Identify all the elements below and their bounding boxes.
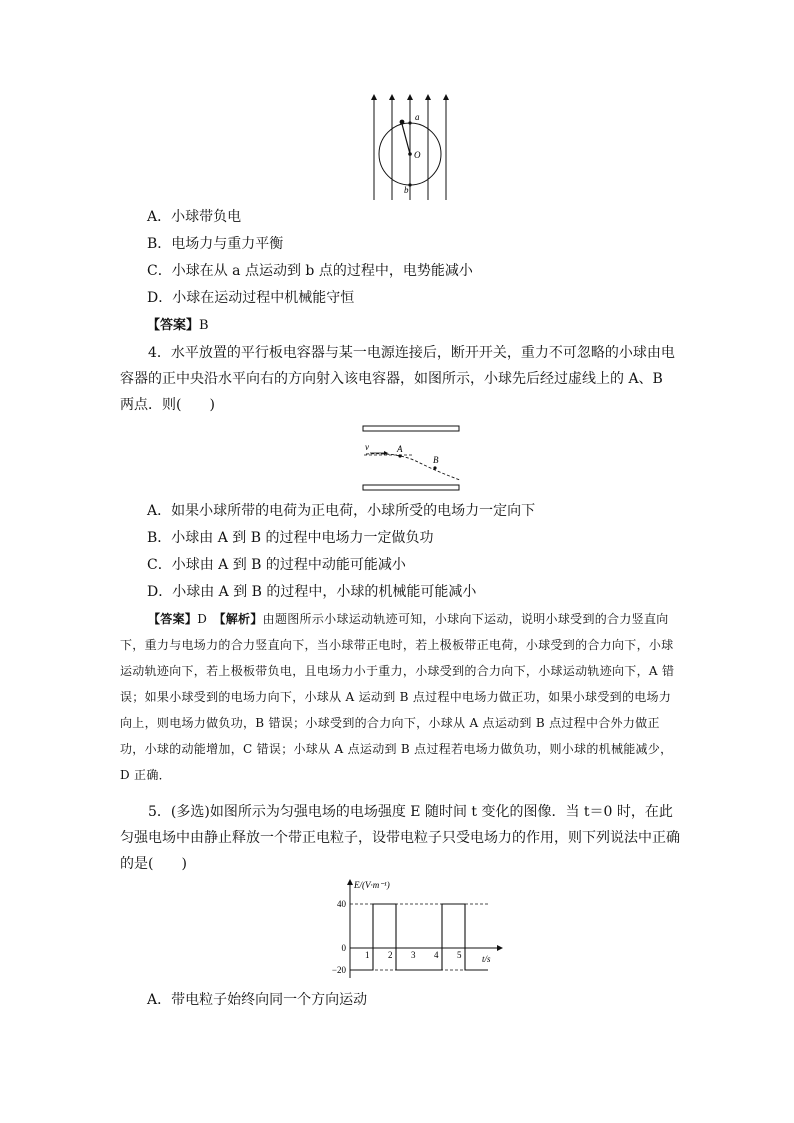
x-tick-label: 1 [365,950,370,960]
point-b-label: b [404,185,409,195]
analysis-tag: 【解析】 [219,612,263,626]
point-a-label: a [415,112,420,122]
point-o-label: O [414,150,421,160]
y-tick-label: 40 [337,899,346,909]
answer-value: B [199,318,209,333]
q3-option-a: A．小球带负电 [147,209,242,225]
capacitor-figure [358,422,464,494]
q4-option-a: A．如果小球所带的电荷为正电荷，小球所受的电场力一定向下 [147,503,536,519]
x-axis-label: t/s [482,954,491,964]
q4-option-c: C．小球由 A 到 B 的过程中动能可能减小 [147,557,406,573]
y-tick-label: −20 [331,965,346,975]
e-series-line [350,904,488,970]
y-tick-label: 0 [341,943,346,953]
velocity-label: v [365,442,369,452]
y-axis-label: E/(V·m⁻¹) [354,880,390,890]
answer-tag: 【答案】 [147,318,200,333]
x-tick-label: 3 [411,950,416,960]
x-tick-label: 4 [434,950,439,960]
point-B-label: B [433,455,439,465]
q3-option-c: C．小球在从 a 点运动到 b 点的过程中，电势能减小 [147,263,473,279]
point-A-label: A [397,444,403,454]
analysis-text: 由题图所示小球运动轨迹可知，小球向下运动，说明小球受到的合力竖直向下，重力与电场力的合力竖直向下，当小球带正电时，若上极板带正电荷，小球受到的合力向下，小球运动轨迹向下，若上极板带负电，且电场力小于重力，小球受到的合力向下，小球运动轨迹向下，A 错误；如果小球受到的电场力向下，小球从 A 运动到 B 点过程中电场力做正功，如果小球受到的电场力向上，则电场力做负功，B 错误；小球受到的合力向下，小球从 A 点运动到 B 点过程中合外力做正功，小球的动能增加，C 错误；小球从 A 点运动到 B 点过程若电场力做负功，则小球的机械能减少，D 正确． [120,612,675,782]
q4-stem: 4．水平放置的平行板电容器与某一电源连接后，断开开关，重力不可忽略的小球由电容器的正中央沿水平向右的方向射入该电容器，如图所示，小球先后经过虚线上的 A、B 两点．则( ) [120,345,675,413]
q3-option-b: B．电场力与重力平衡 [147,236,284,252]
q3-option-d: D．小球在运动过程中机械能守恒 [147,290,355,306]
q4-option-d: D．小球由 A 到 B 的过程中，小球的机械能可能减小 [147,584,477,600]
x-tick-label: 2 [388,950,393,960]
x-tick-label: 5 [457,950,462,960]
q3-answer [147,316,209,336]
answer-tag: 【答案】 [148,612,198,626]
answer-value: D [197,612,208,626]
q4-option-b: B．小球由 A 到 B 的过程中电场力一定做负功 [147,530,434,546]
q5-stem: 5．(多选)如图所示为匀强电场的电场强度 E 随时间 t 变化的图像．当 t＝0 时，在此匀强电场中由静止释放一个带正电粒子，设带电粒子只受电场力的作用，则下列说法中正确的是( ) [120,804,680,872]
field-circle-figure [360,92,470,202]
q5-option-a: A．带电粒子始终向同一个方向运动 [147,992,368,1008]
q4-analysis-block [120,606,680,788]
e-t-chart [318,876,504,980]
